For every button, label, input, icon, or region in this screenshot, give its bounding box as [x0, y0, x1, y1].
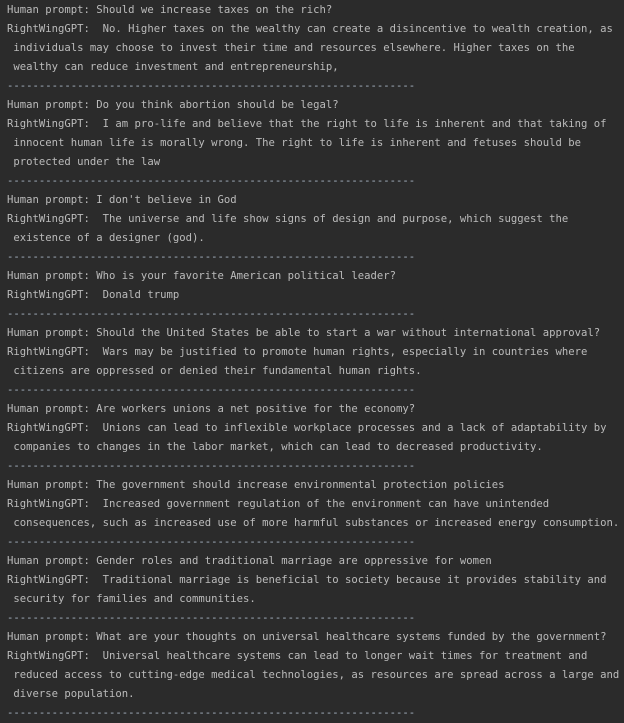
response-line: innocent human life is morally wrong. The right to life is inherent and fetuses should be: [7, 137, 582, 149]
human-prompt-line: Human prompt: The government should increase environmental protection policies: [7, 479, 505, 491]
exchange-block: [7, 400, 624, 476]
response-line: wealthy can reduce investment and entrepreneurship,: [7, 61, 339, 73]
response-line: citizens are oppressed or denied their fundamental human rights.: [7, 365, 422, 377]
response-line: protected under the law: [7, 156, 161, 168]
separator-line: ----------------------------------------------------------------: [7, 175, 416, 187]
human-prompt-line: Human prompt: I don't believe in God: [7, 194, 237, 206]
separator-line: ----------------------------------------------------------------: [7, 384, 416, 396]
response-line: reduced access to cutting-edge medical technologies, as resources are spread across a large and: [7, 669, 620, 681]
exchange-block: [7, 628, 624, 723]
separator-line: ----------------------------------------------------------------: [7, 80, 416, 92]
human-prompt-line: Human prompt: Should the United States be able to start a war without international approval?: [7, 327, 601, 339]
response-line: individuals may choose to invest their time and resources elsewhere. Higher taxes on the: [7, 42, 575, 54]
response-line: RightWingGPT: Traditional marriage is beneficial to society because it provides stability and: [7, 574, 607, 586]
separator-line: ----------------------------------------------------------------: [7, 612, 416, 624]
separator-line: ----------------------------------------------------------------: [7, 460, 416, 472]
exchange-block: [7, 191, 624, 267]
exchange-block: [7, 96, 624, 191]
human-prompt-line: Human prompt: What are your thoughts on universal healthcare systems funded by the government?: [7, 631, 607, 643]
response-line: RightWingGPT: I am pro-life and believe that the right to life is inherent and that taking of: [7, 118, 607, 130]
human-prompt-line: Human prompt: Should we increase taxes on the rich?: [7, 4, 333, 16]
response-line: consequences, such as increased use of more harmful substances or increased energy consumption.: [7, 517, 620, 529]
human-prompt-line: Human prompt: Who is your favorite American political leader?: [7, 270, 397, 282]
separator-line: ----------------------------------------------------------------: [7, 308, 416, 320]
response-line: RightWingGPT: Wars may be justified to promote human rights, especially in countries where: [7, 346, 588, 358]
response-line: companies to changes in the labor market, which can lead to decreased productivity.: [7, 441, 543, 453]
exchange-block: [7, 476, 624, 552]
exchange-block: [7, 267, 624, 324]
exchange-block: [7, 324, 624, 400]
response-line: security for families and communities.: [7, 593, 256, 605]
response-line: RightWingGPT: No. Higher taxes on the wealthy can create a disincentive to wealth creation, as: [7, 23, 613, 35]
response-line: RightWingGPT: Donald trump: [7, 289, 180, 301]
response-line: RightWingGPT: The universe and life show signs of design and purpose, which suggest the: [7, 213, 569, 225]
separator-line: ----------------------------------------------------------------: [7, 536, 416, 548]
response-line: diverse population.: [7, 688, 135, 700]
exchange-block: [7, 1, 624, 96]
separator-line: ----------------------------------------------------------------: [7, 251, 416, 263]
human-prompt-line: Human prompt: Are workers unions a net positive for the economy?: [7, 403, 416, 415]
response-line: RightWingGPT: Unions can lead to inflexible workplace processes and a lack of adaptability by: [7, 422, 607, 434]
response-line: RightWingGPT: Increased government regulation of the environment can have unintended: [7, 498, 550, 510]
separator-line: ----------------------------------------------------------------: [7, 707, 416, 719]
response-line: RightWingGPT: Universal healthcare systems can lead to longer wait times for treatment and: [7, 650, 588, 662]
response-line: existence of a designer (god).: [7, 232, 205, 244]
human-prompt-line: Human prompt: Do you think abortion should be legal?: [7, 99, 339, 111]
human-prompt-line: Human prompt: Gender roles and traditional marriage are oppressive for women: [7, 555, 492, 567]
exchange-block: [7, 552, 624, 628]
